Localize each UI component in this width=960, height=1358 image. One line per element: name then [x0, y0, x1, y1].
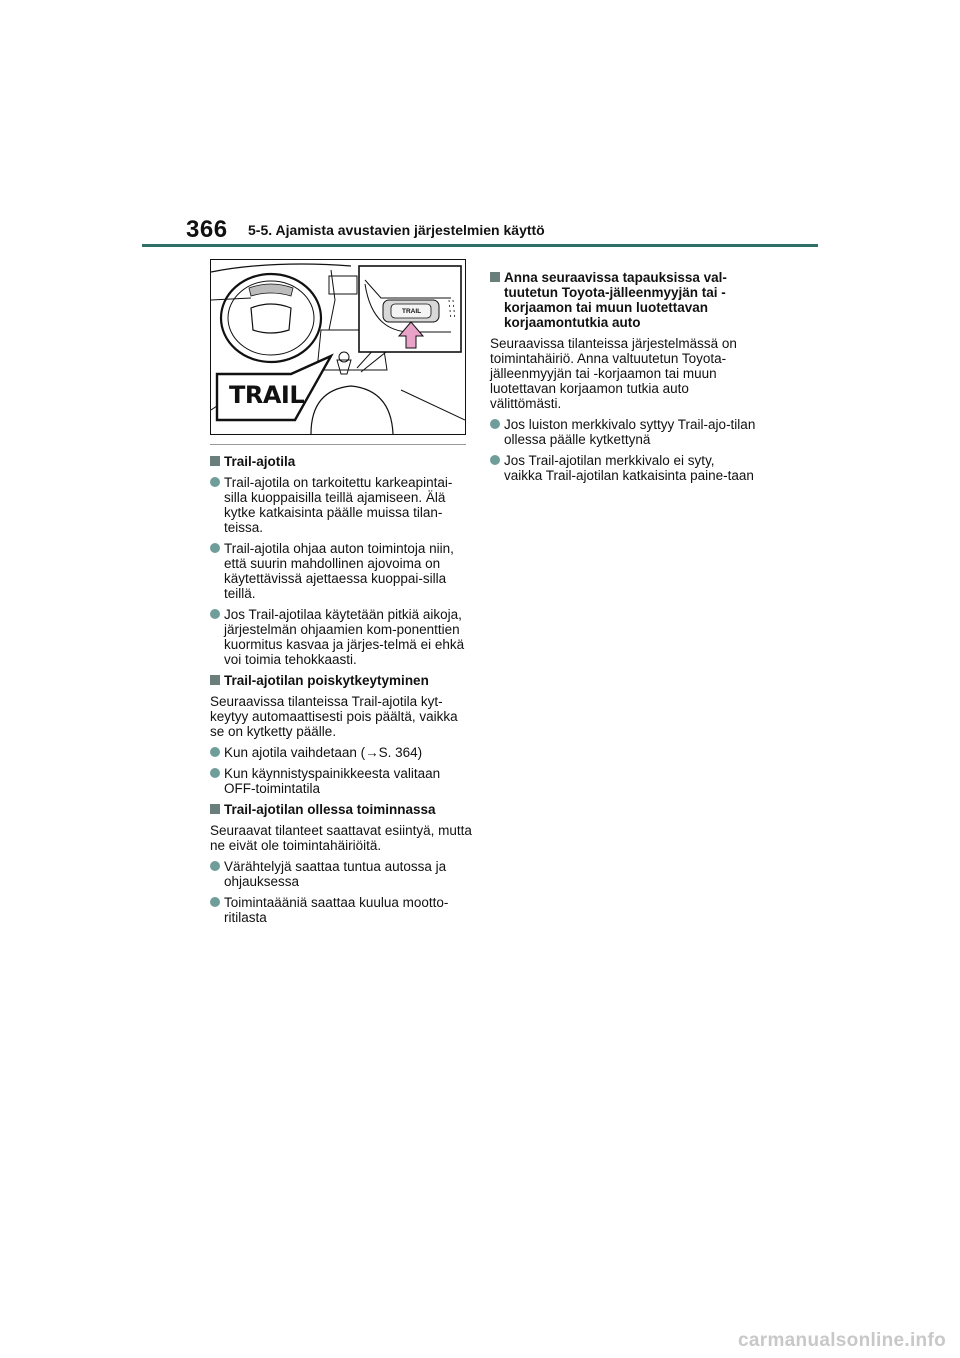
trail-callout-label: TRAIL — [229, 381, 305, 409]
round-bullet-icon — [210, 477, 220, 487]
dash-line — [329, 270, 335, 330]
figure-rule — [210, 444, 466, 445]
round-bullet-icon — [210, 747, 220, 757]
round-bullet-icon — [210, 768, 220, 778]
instrument-cluster — [249, 284, 293, 296]
square-bullet-icon — [210, 456, 220, 466]
bullet-item: Kun ajotila vaihdetaan (→S. 364) — [210, 745, 472, 760]
bullet-item: Jos Trail-ajotilaa käytetään pitkiä aikoja, järjestelmän ohjaamien kom-ponenttien kuormitus kasvaa ja järjes-telmä ei ehkä voi toimia tehokkaasti. — [210, 607, 472, 667]
bullet-item: Kun käynnistyspainikkeesta valitaan OFF-toimintatila — [210, 766, 472, 796]
section-heading: Anna seuraavissa tapauksissa val-tuutetun Toyota-jälleenmyyjän tai -korjaamon tai muun luotettavan korjaamontutkia auto — [490, 270, 756, 330]
steering-hub — [251, 304, 291, 333]
round-bullet-icon — [210, 897, 220, 907]
section-title: 5-5. Ajamista avustavien järjestelmien käyttö — [248, 222, 545, 238]
section-heading: Trail-ajotilan poiskytkeytyminen — [210, 673, 472, 688]
dash-line — [211, 298, 251, 300]
round-bullet-icon — [490, 455, 500, 465]
watermark: carmanualsonline.info — [738, 1330, 946, 1351]
right-column — [490, 270, 756, 489]
dashboard-illustration — [210, 259, 466, 435]
door-line — [401, 390, 465, 420]
bullet-item: Trail-ajotila ohjaa auton toimintoja niin, että suurin mahdollinen ajovoima on käytettävissä ajettaessa kuoppai-silla teillä. — [210, 541, 472, 601]
round-bullet-icon — [210, 543, 220, 553]
header-rule — [142, 244, 818, 247]
square-bullet-icon — [490, 272, 500, 282]
bullet-item: Jos luiston merkkivalo syttyy Trail-ajo-tilan ollessa päälle kytkettynä — [490, 417, 756, 447]
bullet-item: Jos Trail-ajotilan merkkivalo ei syty, vaikka Trail-ajotilan katkaisinta paine-taan — [490, 453, 756, 483]
seat-outline — [311, 386, 393, 434]
round-bullet-icon — [210, 861, 220, 871]
section-heading: Trail-ajotila — [210, 454, 472, 469]
square-bullet-icon — [210, 804, 220, 814]
section-heading: Trail-ajotilan ollessa toiminnassa — [210, 802, 472, 817]
round-bullet-icon — [210, 609, 220, 619]
dash-top-line — [211, 264, 351, 272]
round-bullet-icon — [490, 419, 500, 429]
bullet-item: Värähtelyjä saattaa tuntua autossa ja ohjauksessa — [210, 859, 472, 889]
left-column — [210, 454, 472, 931]
paragraph: Seuraavat tilanteet saattavat esiintyä, mutta ne eivät ole toimintahäiriöitä. — [210, 823, 472, 853]
paragraph: Seuraavissa tilanteissa järjestelmässä on toimintahäiriö. Anna valtuutetun Toyota-jälleenmyyjän tai -korjaamon tai muun luotettavan korjaamon tutkia auto välittömästi. — [490, 336, 737, 411]
trail-button-label: TRAIL — [402, 308, 422, 315]
page-number: 366 — [186, 216, 228, 243]
bullet-item: Toimintaääniä saattaa kuulua mootto-ritilasta — [210, 895, 472, 925]
bullet-item: Trail-ajotila on tarkoitettu karkeapintai-silla kuoppaisilla teillä ajamiseen. Älä kytke katkaisinta päälle muissa tilan-teissa. — [210, 475, 472, 535]
paragraph: Seuraavissa tilanteissa Trail-ajotila kyt-keytyy automaattisesti pois päältä, vaikka se on kytketty päälle. — [210, 694, 458, 739]
square-bullet-icon — [210, 675, 220, 685]
